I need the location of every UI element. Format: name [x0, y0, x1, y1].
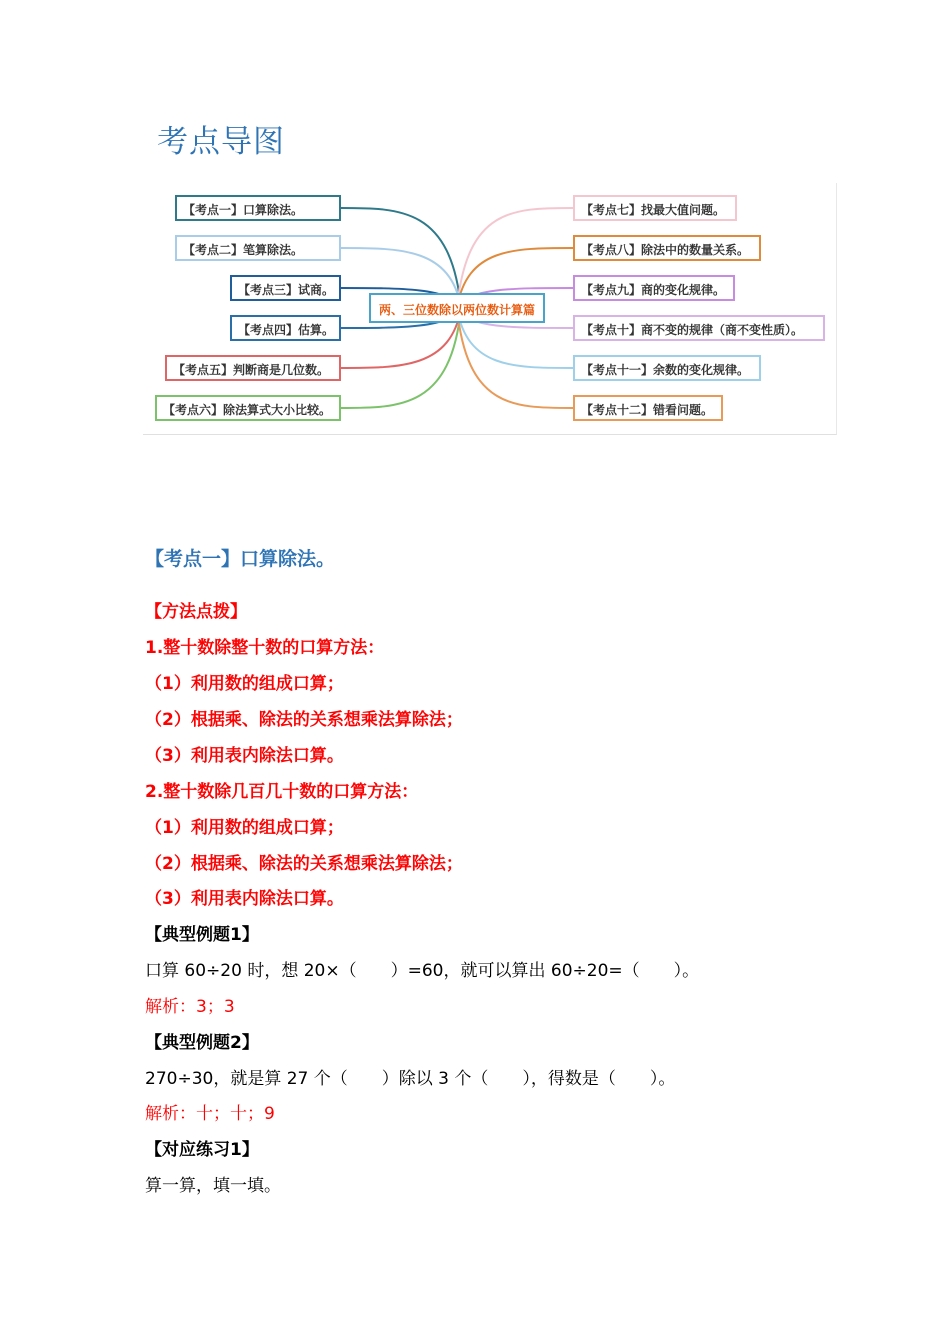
mind-map	[143, 183, 837, 435]
page-title: 考点导图	[157, 124, 285, 160]
mind-map-center: 两、三位数除以两位数计算篇	[369, 293, 545, 323]
practice-1-title: 【对应练习1】	[145, 1140, 259, 1160]
method-1-c: （3）利用表内除法口算。	[145, 746, 344, 766]
example-1-answer: 解析：3；3	[145, 997, 235, 1017]
mind-map-node-6: 【考点六】除法算式大小比较。	[155, 395, 341, 421]
mind-map-node-3: 【考点三】试商。	[230, 275, 341, 301]
example-2-text: 270÷30，就是算 27 个（ ）除以 3 个（ ），得数是（ ）。	[145, 1069, 676, 1089]
method-1-a: （1）利用数的组成口算；	[145, 674, 344, 694]
method-1-title: 1.整十数除整十数的口算方法：	[145, 638, 385, 658]
method-title: 【方法点拨】	[145, 602, 247, 622]
method-1-b: （2）根据乘、除法的关系想乘法算除法；	[145, 710, 463, 730]
example-2-title: 【典型例题2】	[145, 1033, 259, 1053]
mind-map-node-9: 【考点九】商的变化规律。	[573, 275, 735, 301]
method-2-c: （3）利用表内除法口算。	[145, 889, 344, 909]
method-2-b: （2）根据乘、除法的关系想乘法算除法；	[145, 854, 463, 874]
mind-map-node-7: 【考点七】找最大值问题。	[573, 195, 737, 221]
mind-map-node-12: 【考点十二】错看问题。	[573, 395, 723, 421]
mind-map-node-11: 【考点十一】余数的变化规律。	[573, 355, 761, 381]
example-2-answer: 解析：十；十；9	[145, 1104, 275, 1124]
mind-map-node-10: 【考点十】商不变的规律（商不变性质）。	[573, 315, 825, 341]
mind-map-node-4: 【考点四】估算。	[230, 315, 341, 341]
method-2-a: （1）利用数的组成口算；	[145, 818, 344, 838]
practice-1-text: 算一算，填一填。	[145, 1176, 281, 1196]
mind-map-node-5: 【考点五】判断商是几位数。	[165, 355, 341, 381]
mind-map-node-1: 【考点一】口算除法。	[175, 195, 341, 221]
example-1-title: 【典型例题1】	[145, 925, 259, 945]
example-1-text: 口算 60÷20 时，想 20×（ ）=60，就可以算出 60÷20=（ ）。	[145, 961, 700, 981]
section-heading: 【考点一】口算除法。	[145, 548, 336, 570]
mind-map-node-8: 【考点八】除法中的数量关系。	[573, 235, 761, 261]
method-2-title: 2.整十数除几百几十数的口算方法：	[145, 782, 419, 802]
mind-map-node-2: 【考点二】笔算除法。	[175, 235, 341, 261]
